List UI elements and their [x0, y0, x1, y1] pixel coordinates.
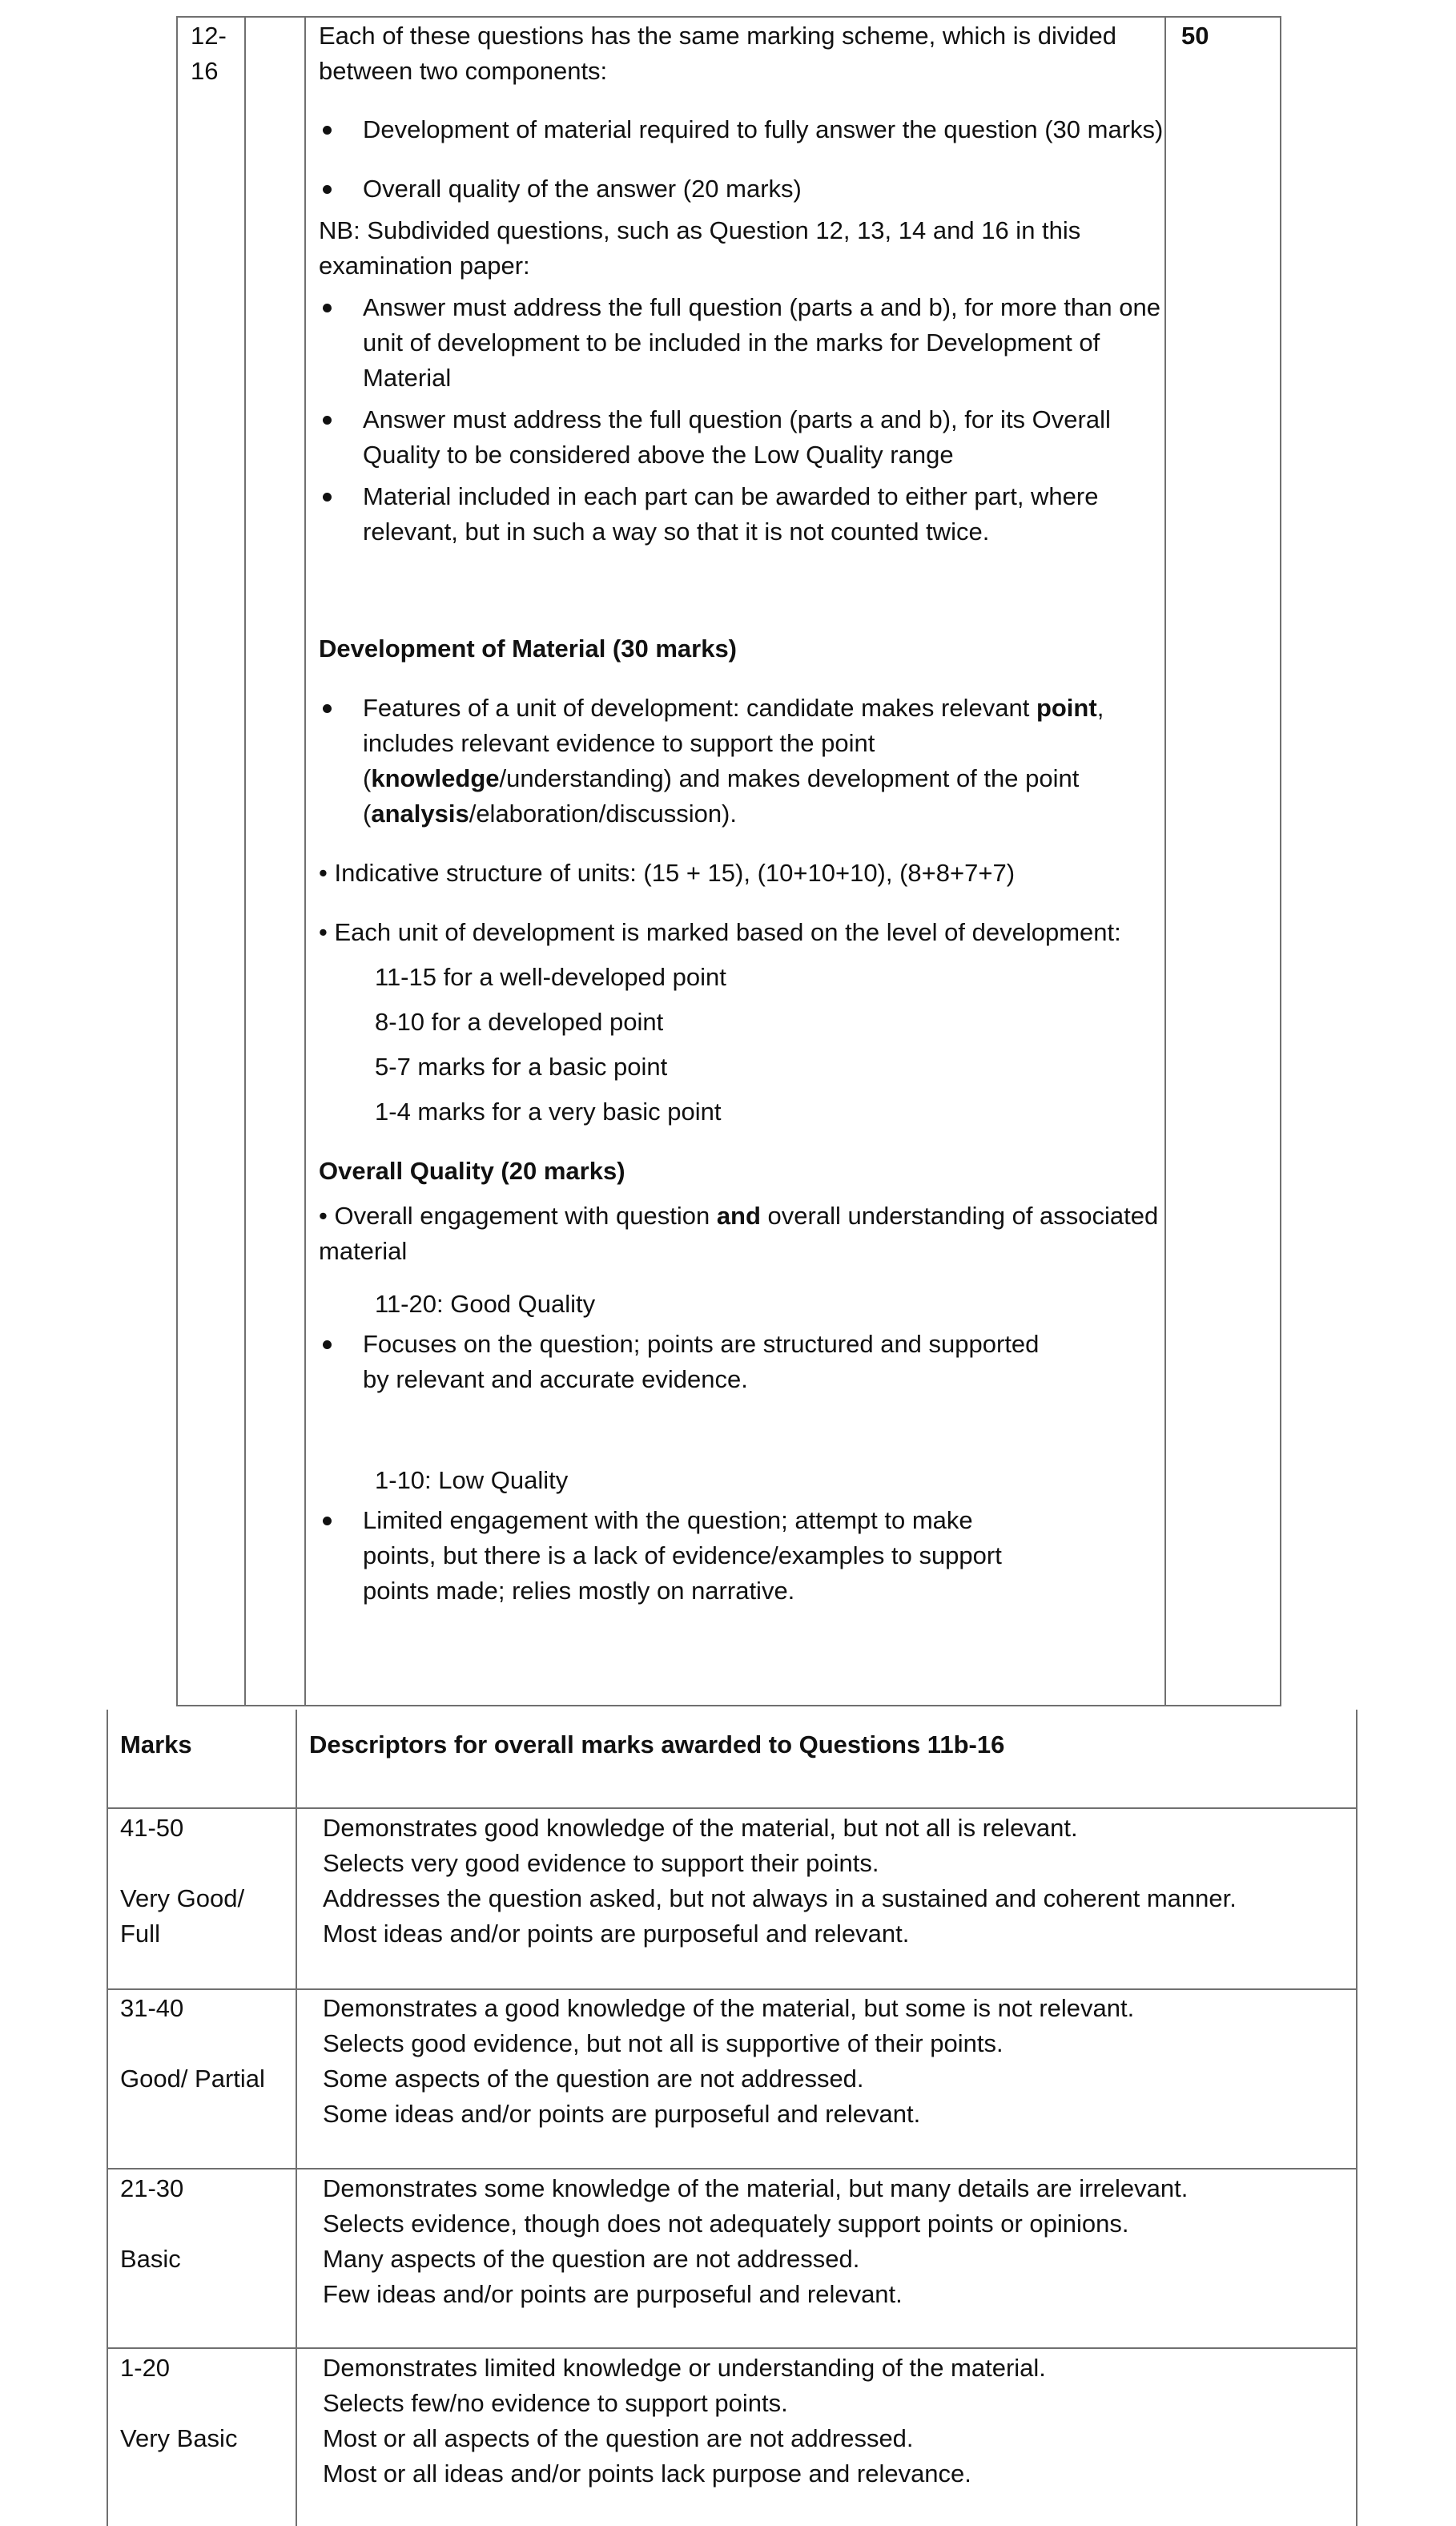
engagement-bold-and: and: [716, 1202, 761, 1230]
descriptor-line: Most or all aspects of the question are not addressed.: [323, 2424, 914, 2452]
scheme-intro: Each of these questions has the same marking scheme, which is divided between two components:: [319, 22, 1116, 85]
descriptor-line: Most ideas and/or points are purposeful and relevant.: [323, 1920, 910, 1948]
features-text: Features of a unit of development: candidate makes relevant: [363, 694, 1036, 722]
column-divider: [107, 1710, 108, 2526]
column-divider: [304, 16, 306, 1706]
component-item: Overall quality of the answer (20 marks): [319, 171, 1168, 207]
unit-levels-intro: • Each unit of development is marked based on the level of development:: [319, 918, 1121, 946]
level-item: 8-10 for a developed point: [375, 1008, 664, 1036]
row-label: [120, 1811, 280, 1952]
row-divider: [107, 1807, 1357, 1809]
row-divider: [107, 2347, 1357, 2349]
unit-features: [319, 691, 1168, 832]
column-divider: [176, 16, 178, 1706]
level-item: 11-15 for a well-developed point: [375, 963, 726, 991]
nb-item: Answer must address the full question (parts a and b), for its Overall Quality to be considered above the Low Quality range: [319, 402, 1168, 473]
nb-note: NB: Subdivided questions, such as Question 12, 13, 14 and 16 in this examination paper:: [319, 216, 1081, 280]
component-item: Development of material required to fully answer the question (30 marks): [319, 112, 1168, 147]
descriptor-line: Few ideas and/or points are purposeful and relevant.: [323, 2280, 903, 2308]
nb-item: Answer must address the full question (parts a and b), for more than one unit of development to be included in the marks for Development of Material: [319, 290, 1168, 396]
descriptor-line: Addresses the question asked, but not always in a sustained and coherent manner.: [323, 1884, 1237, 1912]
nb-item: Material included in each part can be awarded to either part, where relevant, but in such a way so that it is not counted twice.: [319, 479, 1168, 550]
column-divider: [244, 16, 246, 1706]
header-descriptors: Descriptors for overall marks awarded to Questions 11b-16: [309, 1730, 1005, 1759]
descriptor-line: Many aspects of the question are not addressed.: [323, 2245, 860, 2273]
row-descriptors: [323, 1991, 1348, 2132]
descriptor-line: Selects very good evidence to support their points.: [323, 1849, 879, 1877]
quality-heading: Overall Quality (20 marks): [319, 1157, 625, 1185]
low-quality-label: 1-10: Low Quality: [375, 1466, 569, 1494]
descriptor-line: Selects few/no evidence to support points.: [323, 2389, 788, 2417]
header-marks: Marks: [120, 1730, 192, 1759]
good-quality-desc: Focuses on the question; points are structured and supported by relevant and accurate evidence.: [319, 1327, 1068, 1397]
marking-scheme-table: [176, 16, 1281, 1706]
mark-band: Basic: [120, 2245, 181, 2273]
row-divider: [107, 2168, 1357, 2169]
descriptor-line: Selects evidence, though does not adequately support points or opinions.: [323, 2210, 1129, 2238]
total-marks: 50: [1181, 22, 1209, 50]
engagement-note: [319, 1199, 1168, 1269]
level-item: 5-7 marks for a basic point: [375, 1053, 668, 1081]
table-border-top: [176, 16, 1281, 18]
column-divider: [296, 1710, 297, 2526]
descriptor-line: Demonstrates a good knowledge of the material, but some is not relevant.: [323, 1994, 1135, 2022]
mark-band: Very Good/ Full: [120, 1884, 245, 1948]
descriptor-line: Some aspects of the question are not addressed.: [323, 2065, 864, 2093]
row-descriptors: [323, 2351, 1348, 2492]
indicative-structure: • Indicative structure of units: (15 + 15), (10+10+10), (8+8+7+7): [319, 859, 1016, 887]
descriptor-line: Demonstrates good knowledge of the material, but not all is relevant.: [323, 1814, 1078, 1842]
features-bold-analysis: analysis: [371, 800, 469, 828]
descriptor-line: Most or all ideas and/or points lack purpose and relevance.: [323, 2460, 971, 2488]
descriptor-line: Selects good evidence, but not all is supportive of their points.: [323, 2029, 1004, 2057]
row-label: [120, 2351, 280, 2456]
row-descriptors: [323, 1811, 1348, 1952]
descriptor-line: Some ideas and/or points are purposeful and relevant.: [323, 2100, 921, 2128]
mark-range: 41-50: [120, 1814, 184, 1842]
features-bold-knowledge: knowledge: [371, 764, 500, 792]
engagement-text: • Overall engagement with question: [319, 1202, 717, 1230]
row-label: [120, 1991, 280, 2097]
column-divider: [1356, 1710, 1357, 2526]
development-heading: Development of Material (30 marks): [319, 635, 738, 663]
mark-range: 31-40: [120, 1994, 184, 2022]
column-divider: [1280, 16, 1281, 1706]
descriptor-line: Demonstrates limited knowledge or understanding of the material.: [323, 2354, 1046, 2382]
descriptors-table: [107, 1710, 1357, 2526]
engagement-text: overall understanding of associated material: [319, 1202, 1159, 1265]
good-quality-label: 11-20: Good Quality: [375, 1290, 596, 1318]
mark-range: 21-30: [120, 2174, 184, 2202]
question-numbers: 12- 16: [191, 22, 227, 85]
scheme-description: [319, 18, 1168, 1609]
row-divider: [107, 1988, 1357, 1990]
table-border-bottom: [176, 1705, 1281, 1706]
features-bold-point: point: [1036, 694, 1097, 722]
row-descriptors: [323, 2171, 1348, 2312]
features-text: , includes relevant evidence to support the point (: [363, 694, 1104, 792]
mark-band: Good/ Partial: [120, 2065, 265, 2093]
low-quality-desc: Limited engagement with the question; attempt to make points, but there is a lack of evidence/examples to support points made; relies mostly on narrative.: [319, 1503, 1052, 1609]
level-item: 1-4 marks for a very basic point: [375, 1098, 722, 1126]
descriptor-line: Demonstrates some knowledge of the material, but many details are irrelevant.: [323, 2174, 1189, 2202]
features-text: /elaboration/discussion).: [469, 800, 737, 828]
mark-range: 1-20: [120, 2354, 171, 2382]
mark-band: Very Basic: [120, 2424, 238, 2452]
features-text: /understanding) and makes development of the point (: [363, 764, 1080, 828]
row-label: [120, 2171, 280, 2277]
